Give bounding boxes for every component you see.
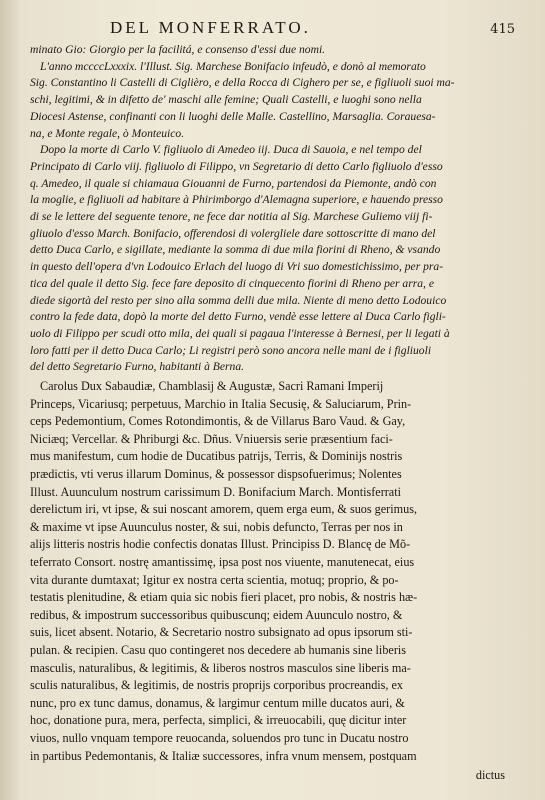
text-line: suis, licet absent. Notario, & Secretario nostro subsignato ad opus ipsorum sti- [30, 625, 413, 640]
text-line: nunc, pro ex tunc damus, donamus, & largimur centum mille ducatos auri, & [30, 695, 405, 710]
italian-text-block [30, 42, 505, 376]
text-line: alijs litteris nostris hodie confectis donatas Illust. Principiss D. Blancę de Mõ- [30, 537, 411, 552]
page-number: 415 [490, 22, 515, 37]
text-line: teferrato Consort. nostrę amantissimę, ipsa post nos viuente, manutenecat, eius [30, 555, 415, 569]
text-line: q. Amedeo, il quale si chiamaua Giouanni de Furno, partendosi da Piemonte, andò con [30, 176, 437, 190]
text-line: Princeps, Vicariusq; perpetuus, Marchio in Italia Secusię, & Saluciarum, Prin- [30, 396, 412, 411]
text-line: testatis plenitudine, & etiam quia sic nobis fieri placet, pro nobis, & nostris hæ- [30, 590, 418, 605]
text-line: diede sigortà del resto per sino alla somma delli due mila. Niente di meno detto Lodouico [30, 293, 447, 307]
text-line: Diocesi Astense, confinanti con li luoghi delle Malle. Castellino, Marsaglia. Corauesa- [30, 109, 436, 123]
text-line: in partibus Pedemontanis, & Italiæ successores, infra vnum mensem, postquam [30, 748, 417, 763]
text-line: vita durante dumtaxat; Igitur ex nostra certa scientia, motuq; proprio, & po- [30, 572, 399, 587]
text-line: na, e Monte regale, ò Monteuico. [30, 126, 185, 140]
text-line: pulan. & recipien. Casu quo contingeret nos decedere ab humanis sine liberis [30, 642, 407, 657]
text-line: schi, legitimi, & in difetto de' maschi alle femine; Quali Castelli, e luoghi sono nella [30, 93, 422, 107]
catchword: dictus [475, 768, 505, 783]
running-title: DEL MONFERRATO. [110, 18, 311, 37]
text-line: di se le lettere del seguente tenore, ne fece dar notitia al Sig. Marchese Guliemo viij fi- [30, 210, 433, 224]
text-line: & maxime vt ipse Auunculus noster, & sui, nobis defuncto, Terras per nos in [30, 519, 403, 534]
text-line: mus manifestum, cum hodie de Ducatibus patrijs, Terris, & Dominijs nostris [30, 449, 403, 464]
text-line: uolo di Filippo per scudi otto mila, dei quali si pagaua l'interesse à Bernesi, per li legati à [30, 326, 450, 340]
text-line: Illust. Auunculum nostrum carissimum D. Bonifacium March. Montisferrati [30, 484, 401, 499]
page-header [30, 18, 515, 42]
text-line: detto Duca Carlo, e sigillate, mediante la somma di due mila fiorini di Rheno, & vsando [30, 243, 441, 257]
text-line: la moglie, e figliuoli ad habitare à Phirimborgo d'Alemagna superiore, e hauendo presso [30, 193, 443, 207]
text-line: Dopo la morte di Carlo V. figliuolo di Amedeo iij. Duca di Sauoia, e nel tempo del [40, 143, 422, 157]
text-line: Carolus Dux Sabaudiæ, Chamblasij & Augustæ, Sacri Ramani Imperij [40, 379, 384, 394]
text-line: L'anno mccccLxxxix. l'Illust. Sig. Marchese Bonifacio infeudò, e donò al memorato [40, 59, 426, 73]
text-line: in questo dell'opera d'vn Lodouico Erlach del luogo di Vri suo domestichissimo, per pra- [30, 260, 444, 274]
text-line: derelictum iri, vt ipse, & sui noscant amorem, quem erga eum, & suos gerimus, [30, 502, 417, 517]
text-line: sculis naturalibus, & legitimis, de nostris proprijs corporibus procreandis, ex [30, 678, 404, 693]
text-line: prædictis, vti verus illarum Dominus, & possessor dispsofuerimus; Nolentes [30, 467, 402, 482]
text-line: redibus, & impostrum successoribus quibuscunq; eidem Auunculo nostro, & [30, 607, 403, 622]
text-line: Sig. Constantino li Castelli di Ciglièro, e della Rocca di Cighero per se, e figliuoli suoi ma- [30, 76, 455, 90]
text-line: gliuolo d'esso March. Bonifacio, offerendosi di volergliele dare sottoscritte di mano del [30, 226, 436, 240]
text-line: ceps Pedemontium, Comes Rotondimontis, & de Villarus Baro Vaud. & Gay, [30, 414, 406, 429]
text-line: Principato di Carlo viij. figliuolo di Filippo, vn Segretario di detto Carlo figliuolo d'esso [30, 159, 443, 173]
text-line: contro la fede data, dopò la morte del detto Furno, vendè esse lettere al Duca Carlo figli- [30, 310, 446, 324]
text-line: loro fatti per il detto Duca Carlo; Li registri però sono ancora nelle mani de i figliuoli [30, 343, 432, 357]
text-line: tica del quale il detto Sig. fece fare deposito di cinquecento fiorini di Rheno per arra, e [30, 276, 434, 290]
text-line: minato Gio: Giorgio per la facilitá, e consenso d'essi due nomi. [30, 43, 326, 56]
text-line: hoc, donatione pura, mera, perfecta, simplici, & irreuocabili, quę dicitur inter [30, 713, 407, 728]
latin-charter-block [30, 378, 505, 765]
text-line: del detto Segretario Furno, habitanti à Berna. [30, 360, 245, 374]
text-line: viuos, nullo vnquam tempore reuocanda, soluendos pro tunc in Ducatu nostro [30, 730, 409, 745]
text-line: Niciæq; Vercellar. & Phriburgi &c. Dñus. Vniuersis serie præsentium faci- [30, 431, 393, 446]
text-line: masculis, naturalibus, & legitimis, & liberos nostros masculos sine liberis ma- [30, 660, 411, 675]
